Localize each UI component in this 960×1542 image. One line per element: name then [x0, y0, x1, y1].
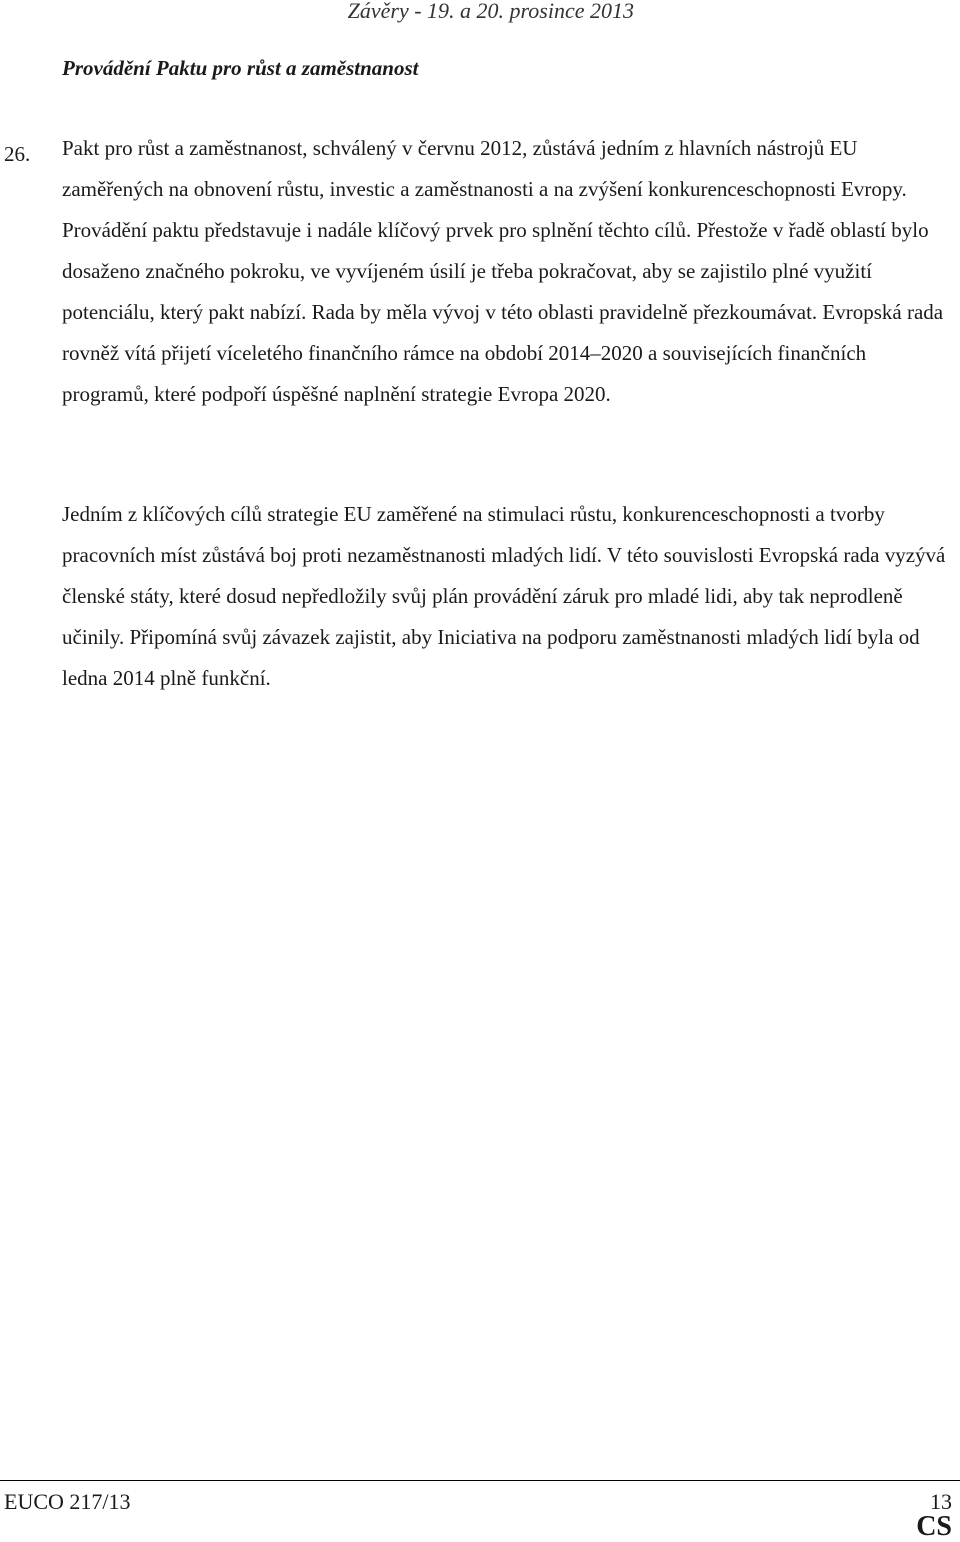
footer-language-code: CS	[916, 1511, 952, 1542]
paragraph-2	[62, 494, 952, 699]
section-heading: Provádění Paktu pro růst a zaměstnanost	[62, 56, 419, 80]
paragraph-1	[62, 128, 952, 415]
paragraph-2-text: Jedním z klíčových cílů strategie EU zaměřené na stimulaci růstu, konkurenceschopnosti a tvorby pracovních míst zůstává boj proti nezaměstnanosti mladých lidí. V této souvislosti Evropská rada vyzývá členské státy, které dosud nepředložily svůj plán provádění záruk pro mladé lidi, aby tak neprodleně učinily. Připomíná svůj závazek zajistit, aby Iniciativa na podporu zaměstnanosti mladých lidí byla od ledna 2014 plně funkční.	[62, 502, 946, 690]
paragraph-1-text: Pakt pro růst a zaměstnanost, schválený v červnu 2012, zůstává jedním z hlavních nástrojů EU zaměřených na obnovení růstu, investic a zaměstnanosti a na zvýšení konkurenceschopnosti Evropy. Provádění paktu představuje i nadále klíčový prvek pro splnění těchto cílů. Přestože v řadě oblastí bylo dosaženo značného pokroku, ve vyvíjeném úsilí je třeba pokračovat, aby se zajistilo plné využití potenciálu, který pakt nabízí. Rada by měla vývoj v této oblasti pravidelně přezkoumávat. Evropská rada rovněž vítá přijetí víceletého finančního rámce na období 2014–2020 a souvisejících finančních programů, které podpoří úspěšné naplnění strategie Evropa 2020.	[62, 136, 944, 406]
running-header: Závěry - 19. a 20. prosince 2013	[347, 0, 634, 23]
footer-divider	[0, 1480, 960, 1481]
paragraph-number: 26.	[4, 142, 31, 166]
footer-page-number: 13	[930, 1489, 952, 1514]
footer-document-ref: EUCO 217/13	[4, 1489, 131, 1514]
